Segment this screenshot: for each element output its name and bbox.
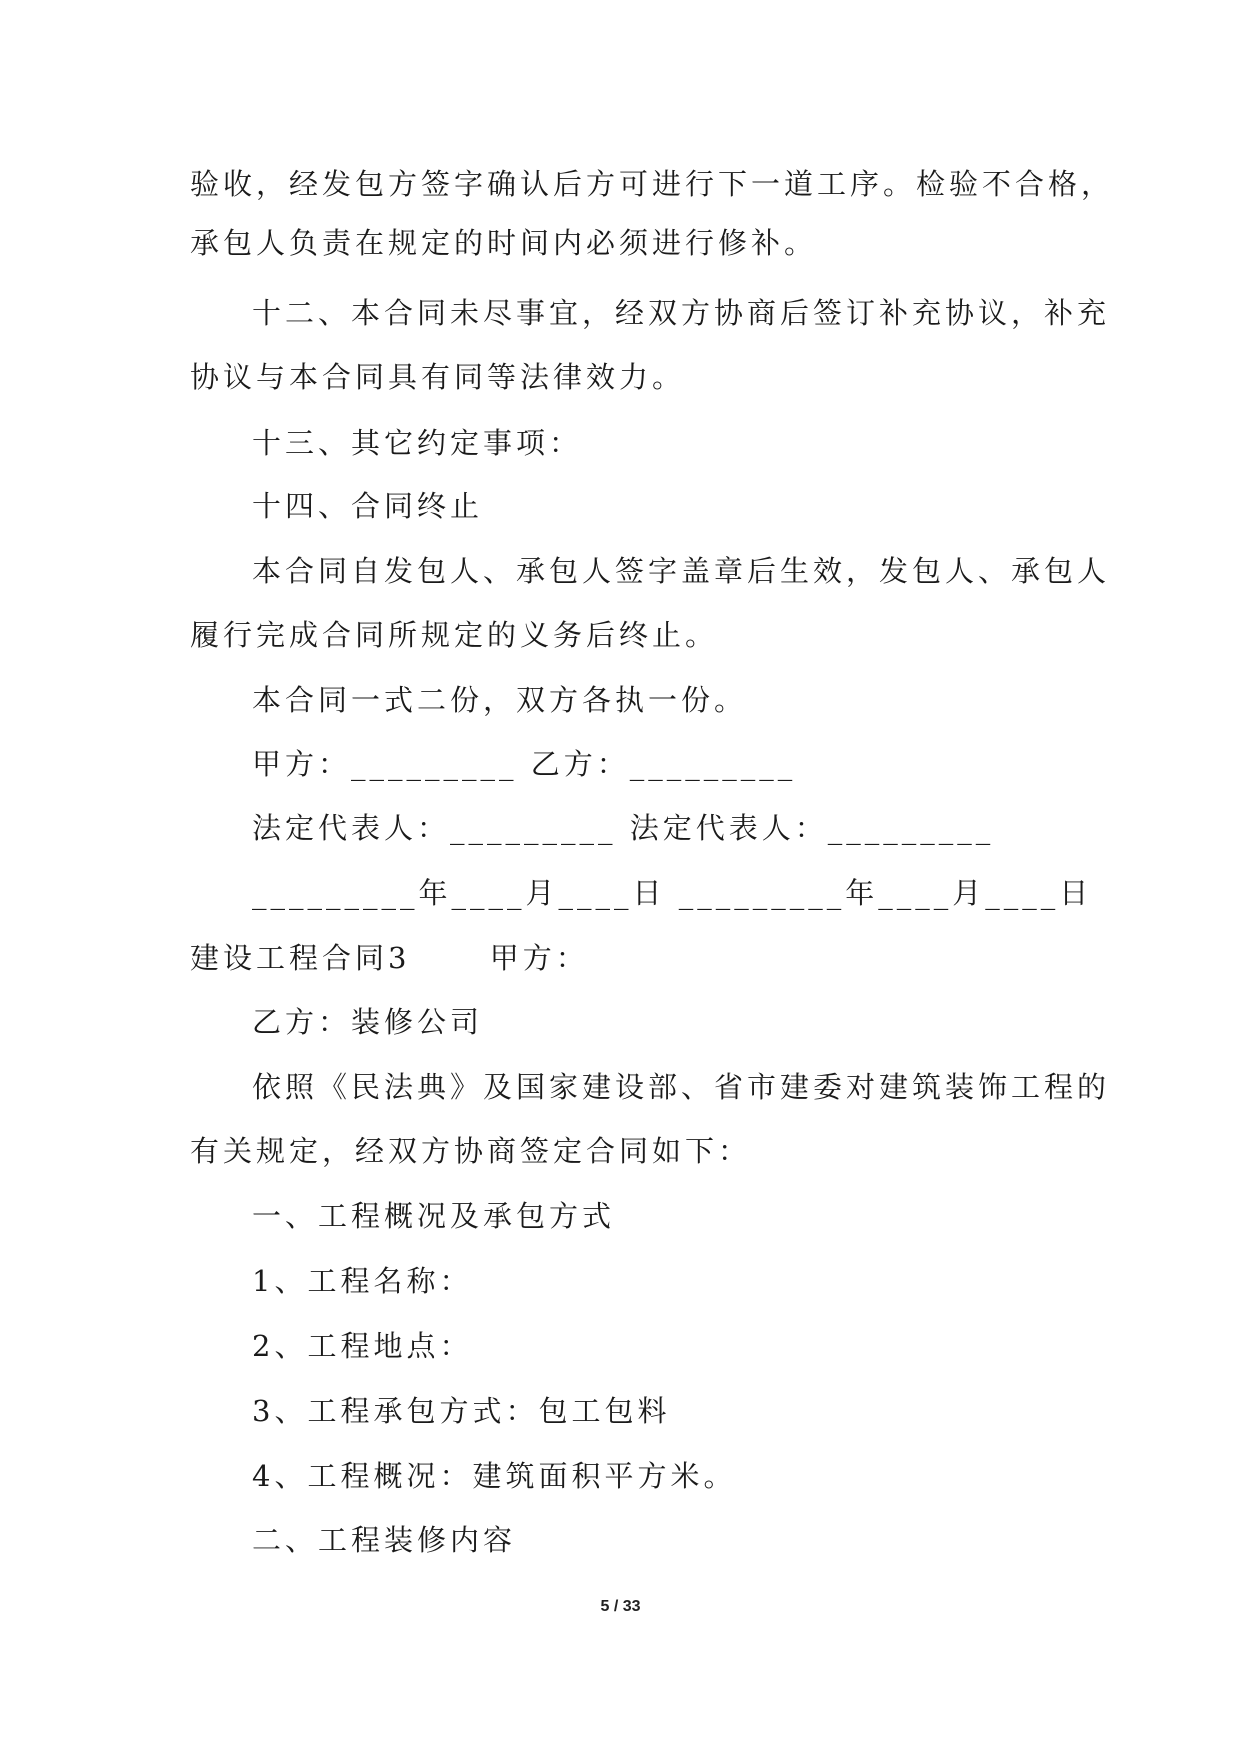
section-heading: 二、工程装修内容 bbox=[252, 1523, 517, 1557]
list-item: 4、工程概况：建筑面积平方米。 bbox=[252, 1459, 737, 1493]
signature-representative-line: 法定代表人：_________ 法定代表人：_________ bbox=[252, 811, 995, 845]
section-heading: 十三、其它约定事项： bbox=[252, 426, 583, 460]
text-line: 本合同自发包人、承包人签字盖章后生效，发包人、承包人 bbox=[252, 554, 1111, 588]
text-line: 十二、本合同未尽事宜，经双方协商后签订补充协议，补充 bbox=[252, 296, 1111, 330]
text-line: 乙方：装修公司 bbox=[252, 1005, 484, 1039]
text-line: 验收，经发包方签字确认后方可进行下一道工序。检验不合格， bbox=[190, 167, 1115, 201]
text-line: 本合同一式二份，双方各执一份。 bbox=[252, 683, 748, 717]
list-item: 2、工程地点： bbox=[252, 1329, 473, 1363]
signature-party-line: 甲方：_________ 乙方：_________ bbox=[252, 747, 797, 781]
section-heading: 十四、合同终止 bbox=[252, 489, 484, 523]
text-line: 协议与本合同具有同等法律效力。 bbox=[190, 360, 686, 394]
signature-date-line: _________年____月____日 _________年____月____日 bbox=[252, 876, 1093, 910]
page-number: 5 / 33 bbox=[600, 1598, 641, 1615]
text-line: 依照《民法典》及国家建设部、省市建委对建筑装饰工程的 bbox=[252, 1070, 1111, 1104]
list-item: 1、工程名称： bbox=[252, 1264, 473, 1298]
section-heading: 一、工程概况及承包方式 bbox=[252, 1199, 616, 1233]
text-line: 有关规定，经双方协商签定合同如下： bbox=[190, 1134, 752, 1168]
text-line: 履行完成合同所规定的义务后终止。 bbox=[190, 618, 719, 652]
list-item: 3、工程承包方式：包工包料 bbox=[252, 1394, 671, 1428]
text-line: 承包人负责在规定的时间内必须进行修补。 bbox=[190, 226, 818, 260]
contract-title-line: 建设工程合同3 甲方： bbox=[190, 941, 589, 975]
